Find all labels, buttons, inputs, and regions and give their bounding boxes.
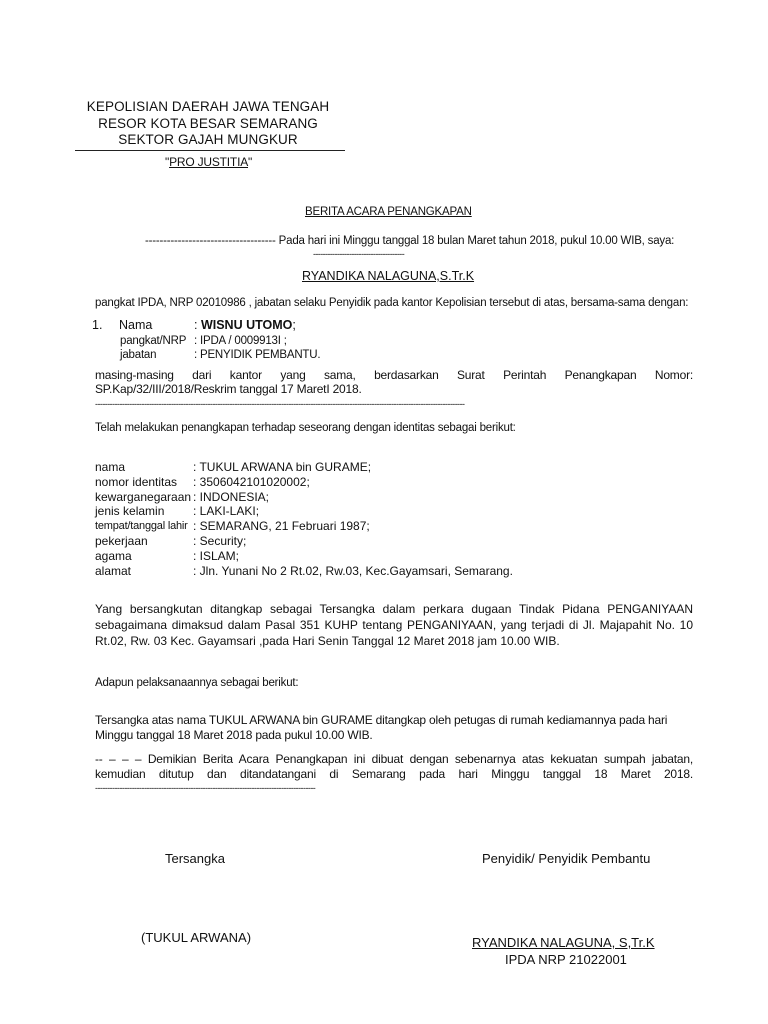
signature-right-name: RYANDIKA NALAGUNA, S,Tr.K (472, 935, 655, 950)
implementation-detail: Tersangka atas nama TUKUL ARWANA bin GURAME ditangkap oleh petugas di rumah kediamannya pada hari Minggu tanggal 18 Maret 2018 pada pukul 10.00 WIB. (95, 713, 668, 742)
rank-sentence: pangkat IPDA, NRP 02010986 , jabatan selaku Penyidik pada kantor Kepolisian tersebut di atas, bersama-sama dengan: (95, 297, 689, 309)
suspect-citizenship-value: : INDONESIA; (193, 490, 270, 504)
suspect-birth-label: tempat/tanggal lahir (95, 520, 188, 532)
signature-right-nrp: IPDA NRP 21022001 (505, 952, 627, 967)
closing-dashes: ------------------------------------------------------------------------------------------ (95, 783, 316, 793)
suspect-gender-label: jenis kelamin (95, 504, 165, 518)
signature-right-title: Penyidik/ Penyidik Pembantu (482, 851, 651, 866)
implementation-intro: Adapun pelaksanaannya sebagai berikut: (95, 677, 299, 689)
suspect-occupation-label: pekerjaan (95, 534, 148, 548)
companion-rank-label: pangkat/NRP (120, 335, 187, 347)
suspect-address-value: : Jln. Yunani No 2 Rt.02, Rw.03, Kec.Gayamsari, Semarang. (193, 564, 513, 578)
companion-name-value: : WISNU UTOMO; (194, 318, 296, 332)
suspect-occupation-value: : Security; (193, 534, 247, 548)
suspect-gender-value: : LAKI-LAKI; (193, 504, 260, 518)
suspect-name-value: : TUKUL ARWANA bin GURAME; (193, 460, 372, 474)
companion-position-label: jabatan (120, 349, 157, 361)
companion-rank-value: : IPDA / 0009913I ; (194, 335, 287, 347)
opening-dashes: -------------------------------------- (313, 249, 405, 259)
signature-left-title: Tersangka (165, 851, 225, 866)
companion-position-value: : PENYIDIK PEMBANTU. (194, 349, 321, 361)
suspect-name-label: nama (95, 460, 126, 474)
header-line-2: RESOR KOTA BESAR SEMARANG (98, 116, 318, 131)
document-title: BERITA ACARA PENANGKAPAN (305, 206, 472, 218)
header-rule (75, 150, 345, 151)
companion-name-label: Nama (119, 318, 153, 332)
suspect-address-label: alamat (95, 564, 132, 578)
suspect-id-value: : 3506042101020002; (193, 475, 310, 489)
header-line-3: SEKTOR GAJAH MUNGKUR (118, 132, 298, 147)
closing-paragraph: -- – – – Demikian Berita Acara Penangkapan ini dibuat dengan sebenarnya atas kekuatan sumpah jabatan, kemudian ditutup dan ditandatangani di Semarang pada hari Minggu tanggal 18 Maret 2018. (95, 752, 693, 781)
investigator-name: RYANDIKA NALAGUNA,S.Tr.K (302, 269, 475, 283)
companion-number: 1. (92, 318, 103, 332)
suspect-religion-value: : ISLAM; (193, 549, 240, 563)
suspect-id-label: nomor identitas (95, 475, 178, 489)
header-line-1: KEPOLISIAN DAERAH JAWA TENGAH (86, 99, 330, 114)
case-paragraph: Yang bersangkutan ditangkap sebagai Tersangka dalam perkara dugaan Tindak Pidana PENGANIYAAN sebagaimana dimaksud dalam Pasal 351 KUHP tentang PENGANIYAAN, yang terjadi di Jl. Majapahit No. 10 Rt.02, Rw. 03 Kec. Gayamsari ,pada Hari Senin Tanggal 12 Maret 2018 jam 10.00 WIB. (95, 602, 693, 648)
suspect-citizenship-label: kewarganegaraan (95, 490, 192, 504)
separator-dashes: ------------------------------------------------------------------------------------------------------------------------------------------------------- (95, 399, 465, 409)
signature-left-name: (TUKUL ARWANA) (141, 930, 252, 945)
pro-justitia: "PRO JUSTITIA" (165, 155, 253, 169)
opening-line: ------------------------------------ Pada hari ini Minggu tanggal 18 bulan Maret tahun 2018, pukul 10.00 WIB, saya: (145, 235, 675, 247)
arrest-intro: Telah melakukan penangkapan terhadap seseorang dengan identitas sebagai berikut: (95, 422, 516, 434)
suspect-religion-label: agama (95, 549, 132, 563)
warrant-sentence: masing-masing dari kantor yang sama, berdasarkan Surat Perintah Penangkapan Nomor: SP.Kap/32/III/2018/Reskrim tanggal 17 MaretI 2018. (95, 368, 693, 396)
suspect-birth-value: : SEMARANG, 21 Februari 1987; (193, 519, 370, 533)
